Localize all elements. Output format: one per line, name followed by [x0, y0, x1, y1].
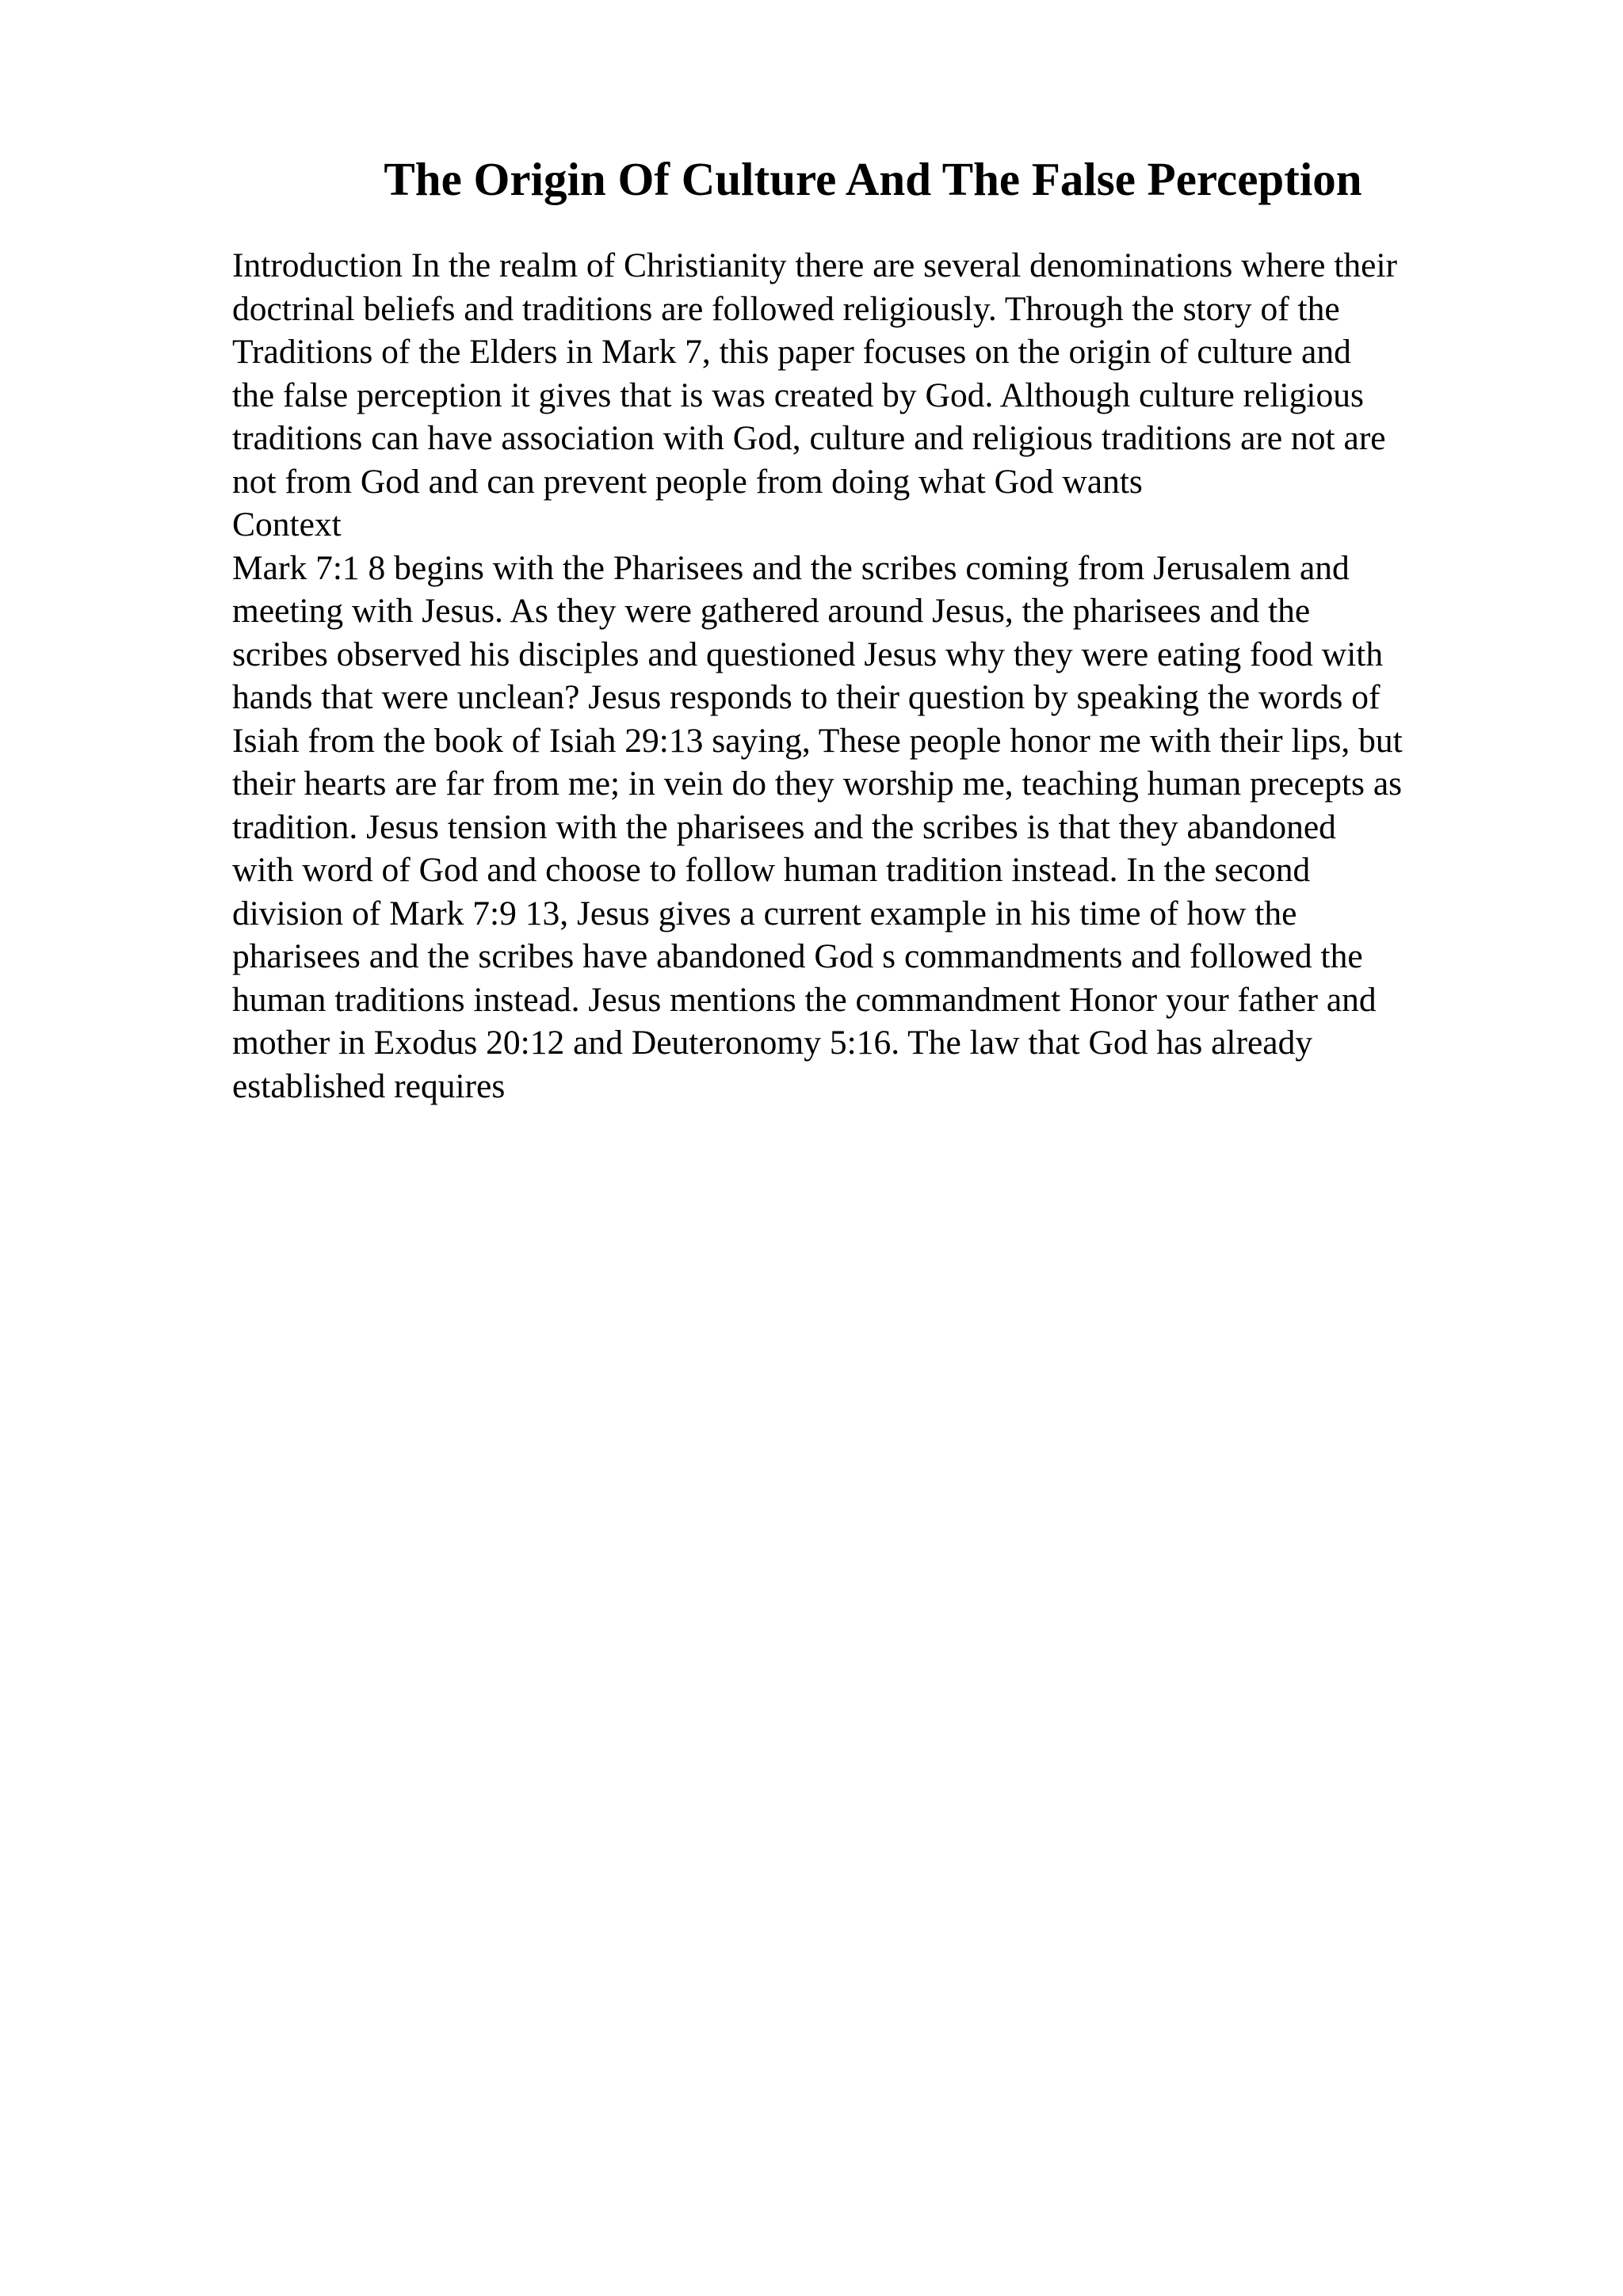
text-line: the false perception it gives that is was created by God. Although culture religious: [232, 376, 1364, 414]
text-line: traditions can have association with God, culture and religious traditions are not are: [232, 419, 1386, 457]
text-line: meeting with Jesus. As they were gathered around Jesus, the pharisees and the: [232, 592, 1311, 630]
text-line: established requires: [232, 1066, 506, 1105]
text-line: hands that were unclean? Jesus responds to their question by speaking the words of: [232, 678, 1381, 716]
text-line: Mark 7:1 8 begins with the Pharisees and the scribes coming from Jerusalem and: [232, 548, 1350, 587]
text-line: human traditions instead. Jesus mentions the commandment Honor your father and: [232, 980, 1377, 1019]
text-line: mother in Exodus 20:12 and Deuteronomy 5:16. The law that God has already: [232, 1024, 1313, 1062]
text-line: pharisees and the scribes have abandoned God s commandments and followed the: [232, 937, 1363, 975]
text-line: doctrinal beliefs and traditions are followed religiously. Through the story of the: [232, 289, 1340, 328]
body-text: [232, 244, 1516, 1108]
text-line: tradition. Jesus tension with the pharisees and the scribes is that they abandoned: [232, 807, 1336, 846]
text-line: with word of God and choose to follow human tradition instead. In the second: [232, 851, 1311, 889]
page-title: The Origin Of Culture And The False Perception: [384, 153, 1362, 205]
text-line: Isiah from the book of Isiah 29:13 saying, These people honor me with their lips, but: [232, 721, 1403, 760]
text-line: scribes observed his disciples and questioned Jesus why they were eating food with: [232, 635, 1384, 673]
text-line: Traditions of the Elders in Mark 7, this paper focuses on the origin of culture and: [232, 333, 1351, 371]
text-line: division of Mark 7:9 13, Jesus gives a current example in his time of how the: [232, 894, 1297, 933]
text-line: Introduction In the realm of Christianity there are several denominations where their: [232, 246, 1398, 284]
text-line: their hearts are far from me; in vein do they worship me, teaching human precepts as: [232, 765, 1403, 803]
text-line: not from God and can prevent people from doing what God wants: [232, 462, 1143, 501]
section-heading-context: Context: [232, 505, 342, 543]
